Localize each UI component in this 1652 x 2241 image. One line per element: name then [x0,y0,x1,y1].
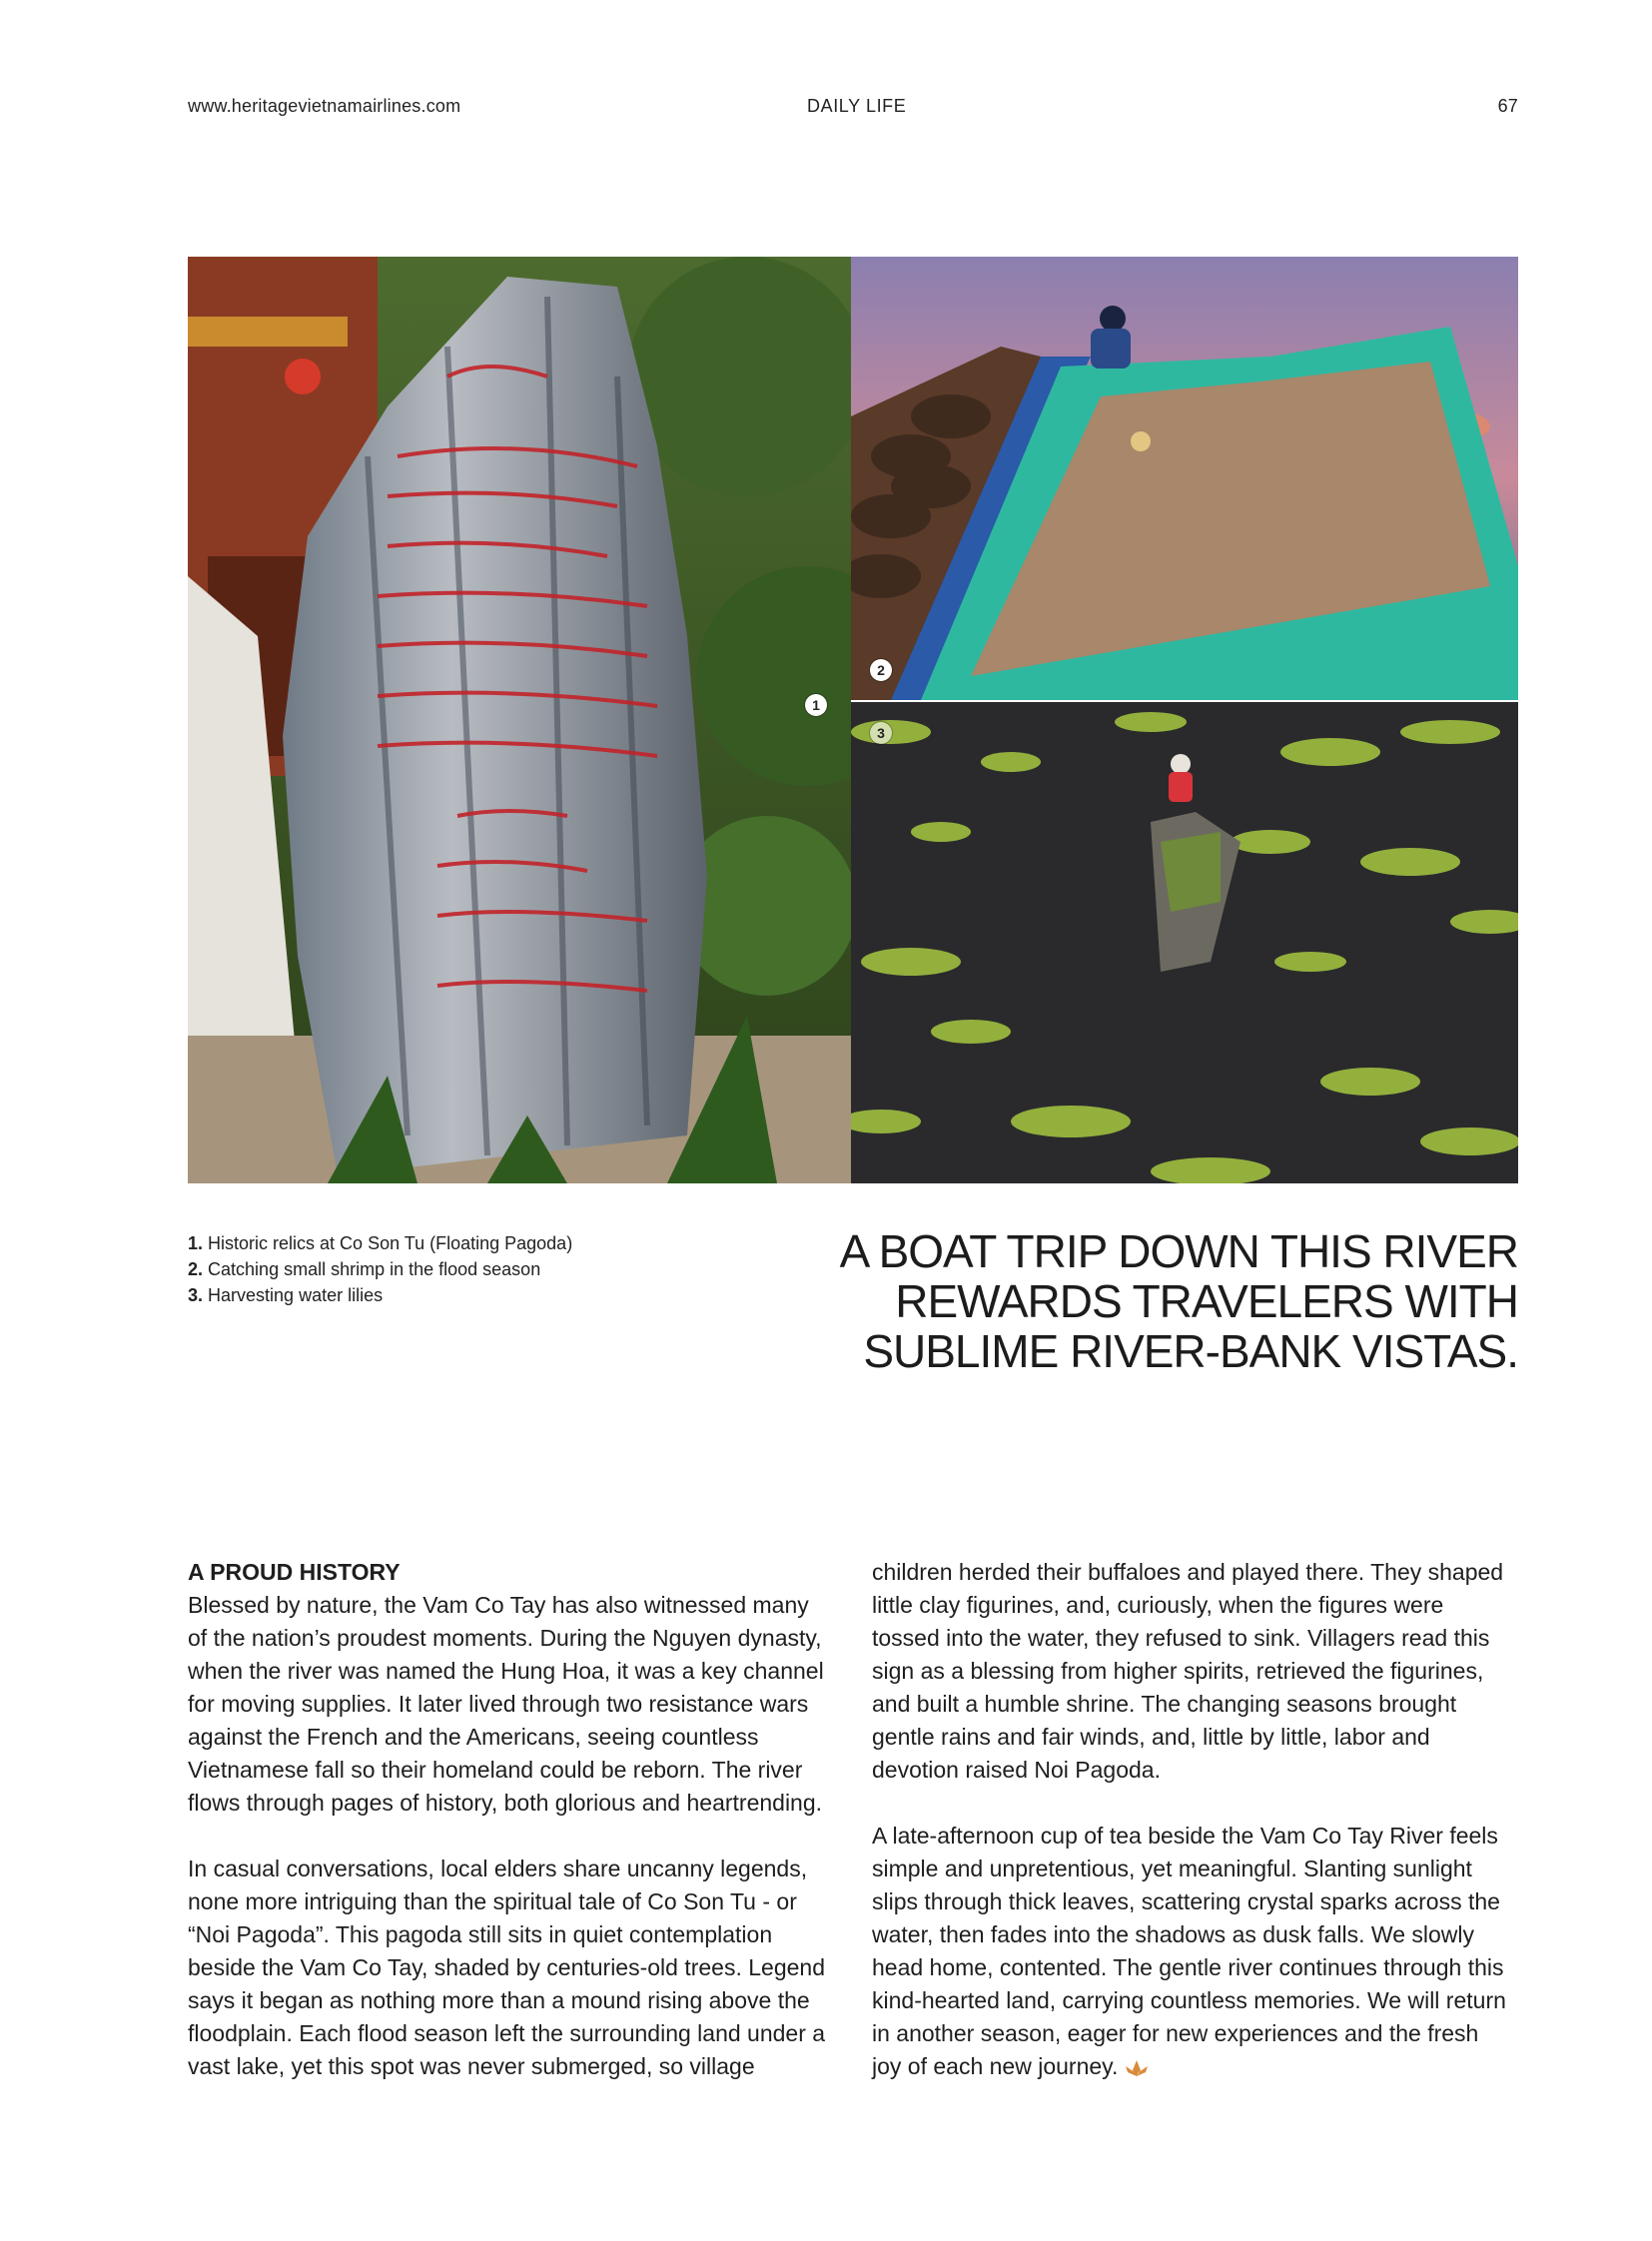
lotus-end-mark-icon [1122,2058,1152,2078]
photo-shrimp-net [851,257,1518,700]
paragraph: Blessed by nature, the Vam Co Tay has also witnessed many of the nation’s proudest moments. During the Nguyen dynasty, when the river was named the Hung Hoa, it was a key channel for moving supplies. It later lived through two resistance wars against the French and the Americans, seeing countless Vietnamese fall so their homeland could be reborn. The river flows through pages of history, both glorious and heartrending. [188,1592,824,1816]
photo-marker-2: 2 [870,659,892,681]
paragraph: In casual conversations, local elders share uncanny legends, none more intriguing than the spiritual tale of Co Son Tu - or “Noi Pagoda”. This pagoda still sits in quiet contemplation beside the Vam Co Tay, shaded by centuries-old trees. Legend says it began as nothing more than a mound rising above the floodplain. Each flood season left the surrounding land under a vast lake, yet this spot was never submerged, so village [188,1856,826,2079]
site-url[interactable]: www.heritagevietnamairlines.com [188,96,461,116]
paragraph: A late-afternoon cup of tea beside the Vam Co Tay River feels simple and unpretentious, yet meaningful. Slanting sunlight slips through thick leaves, scattering crystal sparks across the water, then fades into the shadows as dusk falls. We slowly head home, contented. The gentle river continues through this kind-hearted land, carrying countless memories. We will return in another season, eager for new experiences and the fresh joy of each new journey. [872,1823,1506,2079]
caption-1: 1. Historic relics at Co Son Tu (Floating Pagoda) [188,1233,573,1253]
pull-quote: A BOAT TRIP DOWN THIS RIVER REWARDS TRAVELERS WITH SUBLIME RIVER-BANK VISTAS. [839,1225,1518,1377]
photo-captions [188,1230,572,1308]
photo-water-lilies [851,702,1518,1183]
section-title: DAILY LIFE [807,96,907,116]
caption-3: 3. Harvesting water lilies [188,1285,384,1305]
photo-marker-1: 1 [805,694,827,716]
photo-stone-relic [188,257,851,1183]
section-heading: A PROUD HISTORY [188,1559,401,1585]
paragraph: children herded their buffaloes and played there. They shaped little clay figurines, and, curiously, when the figures were tossed into the water, they refused to sink. Villagers read this sign as a blessing from higher spirits, retrieved the figurines, and built a humble shrine. The changing seasons brought gentle rains and fair winds, and, little by little, labor and devotion raised Noi Pagoda. [872,1559,1504,1783]
photo-marker-3: 3 [870,722,892,744]
article-column-left [188,1556,827,2116]
article-column-right [872,1556,1511,2116]
caption-2: 2. Catching small shrimp in the flood season [188,1259,541,1279]
page-number: 67 [1497,96,1518,116]
